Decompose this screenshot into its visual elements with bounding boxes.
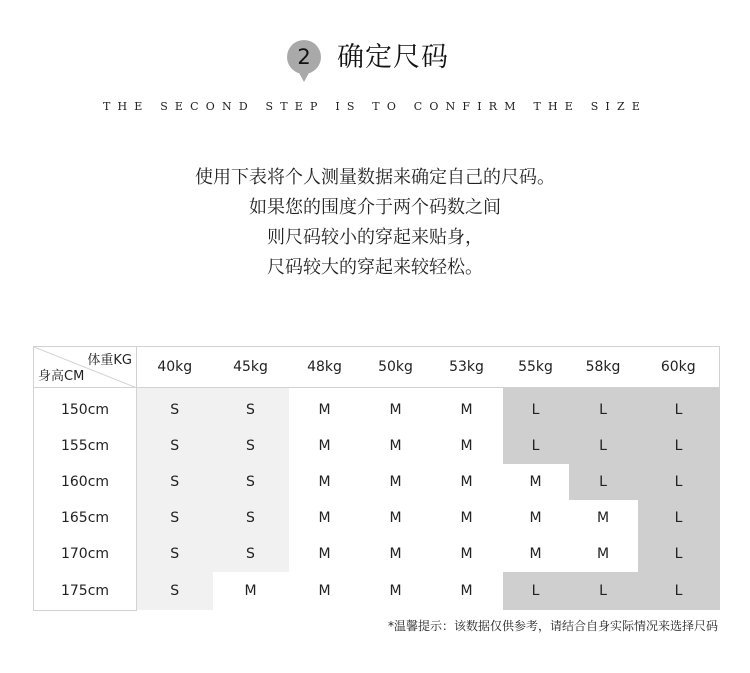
size-cell: M xyxy=(289,572,361,611)
height-cell: 175cm xyxy=(34,572,137,611)
step-header xyxy=(0,40,750,84)
size-cell: L xyxy=(503,388,569,428)
size-cell: S xyxy=(213,388,289,428)
height-cell: 160cm xyxy=(34,464,137,500)
weight-header: 40kg xyxy=(137,347,213,388)
size-cell: M xyxy=(503,500,569,536)
size-cell: M xyxy=(213,572,289,611)
table-header-row xyxy=(34,347,720,388)
size-cell: M xyxy=(431,536,503,572)
table-body xyxy=(34,388,720,611)
size-cell: M xyxy=(431,464,503,500)
size-cell: M xyxy=(361,500,431,536)
size-cell: L xyxy=(569,388,638,428)
weight-header: 48kg xyxy=(289,347,361,388)
height-axis-label: 身高CM xyxy=(38,369,85,384)
weight-header: 53kg xyxy=(431,347,503,388)
weight-header: 55kg xyxy=(503,347,569,388)
weight-header: 58kg xyxy=(569,347,638,388)
size-cell: M xyxy=(569,536,638,572)
instruction-line: 如果您的围度介于两个码数之间 xyxy=(249,197,501,218)
size-cell: S xyxy=(137,572,213,611)
size-cell: M xyxy=(503,536,569,572)
size-cell: M xyxy=(289,428,361,464)
size-cell: M xyxy=(431,388,503,428)
size-cell: S xyxy=(213,464,289,500)
size-cell: L xyxy=(638,536,720,572)
size-chart-table xyxy=(33,346,720,611)
weight-header: 50kg xyxy=(361,347,431,388)
size-cell: L xyxy=(638,464,720,500)
size-cell: M xyxy=(361,388,431,428)
size-cell: M xyxy=(289,388,361,428)
size-cell: L xyxy=(638,428,720,464)
size-cell: M xyxy=(361,464,431,500)
size-cell: M xyxy=(361,572,431,611)
weight-axis-label: 体重KG xyxy=(87,353,132,368)
size-cell: M xyxy=(289,464,361,500)
size-cell: S xyxy=(137,388,213,428)
instruction-line: 则尺码较小的穿起来贴身， xyxy=(267,227,483,248)
step-number-badge: 2 xyxy=(287,40,321,74)
height-cell: 170cm xyxy=(34,536,137,572)
table-row xyxy=(34,500,720,536)
instruction-line: 使用下表将个人测量数据来确定自己的尺码。 xyxy=(195,167,555,188)
size-cell: L xyxy=(569,572,638,611)
footnote: *温馨提示：该数据仅供参考，请结合自身实际情况来选择尺码 xyxy=(387,619,718,633)
size-cell: M xyxy=(289,500,361,536)
size-cell: M xyxy=(361,428,431,464)
size-cell: L xyxy=(503,572,569,611)
table-row xyxy=(34,428,720,464)
weight-header: 45kg xyxy=(213,347,289,388)
instructions xyxy=(0,163,750,283)
size-cell: S xyxy=(137,536,213,572)
size-cell: L xyxy=(569,428,638,464)
size-cell: M xyxy=(289,536,361,572)
size-cell: M xyxy=(431,500,503,536)
table-row xyxy=(34,536,720,572)
size-cell: M xyxy=(431,572,503,611)
size-cell: M xyxy=(361,536,431,572)
step-title: 确定尺码 xyxy=(337,42,449,73)
step-subtitle: THE SECOND STEP IS TO CONFIRM THE SIZE xyxy=(102,100,648,113)
size-cell: M xyxy=(569,500,638,536)
weight-header: 60kg xyxy=(638,347,720,388)
size-cell: M xyxy=(431,428,503,464)
table-row xyxy=(34,464,720,500)
size-cell: S xyxy=(213,428,289,464)
badge-pointer xyxy=(298,71,310,82)
size-cell: M xyxy=(503,464,569,500)
size-cell: S xyxy=(137,500,213,536)
size-cell: L xyxy=(503,428,569,464)
table-row xyxy=(34,572,720,611)
corner-header xyxy=(34,347,137,388)
size-cell: S xyxy=(213,500,289,536)
instruction-line: 尺码较大的穿起来较轻松。 xyxy=(267,257,483,278)
height-cell: 150cm xyxy=(34,388,137,428)
size-cell: L xyxy=(569,464,638,500)
size-cell: S xyxy=(137,464,213,500)
size-cell: S xyxy=(137,428,213,464)
size-cell: L xyxy=(638,500,720,536)
table-row xyxy=(34,388,720,428)
height-cell: 155cm xyxy=(34,428,137,464)
height-cell: 165cm xyxy=(34,500,137,536)
size-cell: L xyxy=(638,388,720,428)
size-cell: S xyxy=(213,536,289,572)
size-cell: L xyxy=(638,572,720,611)
